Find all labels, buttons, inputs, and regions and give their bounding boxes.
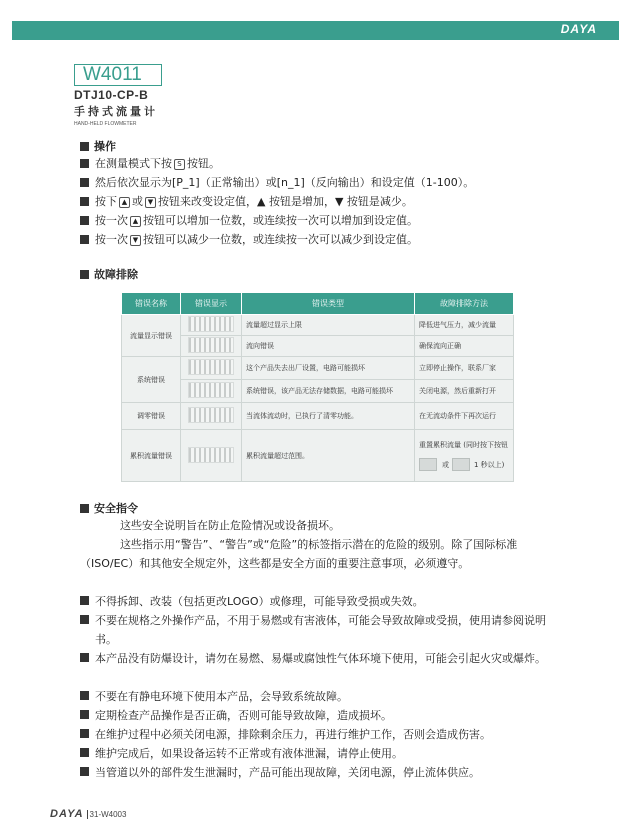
error-fix: 降低进气压力，减少流量 — [415, 315, 514, 336]
bullet-square-icon — [80, 748, 89, 757]
set-key-icon: S — [174, 159, 185, 170]
error-fix: 关闭电源，然后重新打开 — [415, 380, 514, 403]
safety-item-text: 不要在规格之外操作产品，不用于易燃或有害液体，可能会导致故障或受损，使用请参阅说明书。 — [95, 614, 546, 646]
bullet-square-icon — [80, 178, 89, 187]
error-display — [181, 336, 242, 357]
error-display — [181, 315, 242, 336]
safety-heading — [80, 500, 138, 516]
error-type: 累积流量超过范围。 — [242, 430, 415, 482]
item-text: 按下 — [95, 195, 117, 208]
safety-intro-2: 这些指示用“警告”、“警告”或“危险”的标签指示潜在的危险的级别。除了国际标准（ISO/EC）和其他安全规定外，这些都是安全方面的重要注意事项，必须遵守。 — [80, 538, 518, 570]
item-text: 按一次 — [95, 233, 128, 246]
error-type: 系统错误，该产品无法存储数据，电路可能损坏 — [242, 380, 415, 403]
key-button-icon — [452, 458, 470, 471]
column-header: 故障排除方法 — [415, 293, 514, 315]
error-name: 调零错误 — [122, 403, 181, 430]
safety-item — [80, 763, 564, 782]
item-text: 在测量模式下按 — [95, 157, 172, 170]
product-name-en: HAND-HELD FLOWMETER — [74, 121, 137, 127]
table-row — [122, 315, 514, 336]
footer-brand: DAYA — [50, 808, 84, 820]
operation-item — [80, 212, 418, 230]
section-square-icon — [80, 504, 89, 513]
item-text: 按钮。 — [187, 157, 220, 170]
safety-item — [80, 592, 564, 611]
troubleshooting-title: 故障排除 — [94, 268, 138, 281]
item-text: 按钮可以增加一位数，或连续按一次可以增加到设定值。 — [143, 214, 418, 227]
down-key-icon: ▼ — [130, 235, 141, 246]
error-display — [181, 403, 242, 430]
error-type: 流量超过显示上限 — [242, 315, 415, 336]
safety-item — [80, 744, 564, 763]
error-table — [121, 292, 514, 482]
bullet-square-icon — [80, 197, 89, 206]
table-row — [122, 336, 514, 357]
table-row — [122, 430, 514, 482]
lcd-display-icon — [188, 447, 234, 463]
item-text: 按钮来改变设定值，▲ 按钮是增加，▼ 按钮是减少。 — [158, 195, 413, 208]
bullet-square-icon — [80, 767, 89, 776]
safety-item — [80, 649, 564, 668]
operation-item — [80, 231, 418, 249]
lcd-display-icon — [188, 407, 234, 423]
operation-item — [80, 193, 413, 211]
item-text: 按一次 — [95, 214, 128, 227]
item-text: 或 — [132, 195, 143, 208]
bullet-square-icon — [80, 596, 89, 605]
lcd-display-icon — [188, 382, 234, 398]
safety-item — [80, 706, 564, 725]
operation-item — [80, 155, 220, 173]
error-fix: 立即停止操作，联系厂家 — [415, 357, 514, 380]
down-key-icon: ▼ — [145, 197, 156, 208]
lcd-display-icon — [188, 316, 234, 332]
safety-item-text: 在维护过程中必须关闭电源，排除剩余压力，再进行维护工作，否则会造成伤害。 — [95, 728, 491, 741]
up-key-icon: ▲ — [130, 216, 141, 227]
bullet-square-icon — [80, 216, 89, 225]
bullet-square-icon — [80, 653, 89, 662]
footer-page-code: 31-W4003 — [87, 810, 127, 819]
product-name-cn: 手持式流量计 — [74, 105, 158, 118]
lcd-display-icon — [188, 359, 234, 375]
error-type: 流向错误 — [242, 336, 415, 357]
section-square-icon — [80, 270, 89, 279]
model-code: DTJ10-CP-B — [74, 88, 149, 102]
safety-item-text: 当管道以外的部件发生泄漏时，产品可能出现故障，关闭电源，停止流体供应。 — [95, 766, 480, 779]
item-text: 然后依次显示为[P_1]（正常输出）或[n_1]（反向输出）和设定值（1-100）。 — [95, 176, 475, 189]
safety-intro-1: 这些安全说明旨在防止危险情况或设备损坏。 — [120, 519, 340, 532]
error-type: 当流体流动时，已执行了清零功能。 — [242, 403, 415, 430]
safety-title: 安全指令 — [94, 502, 138, 515]
error-name: 系统错误 — [122, 357, 181, 403]
operation-title: 操作 — [94, 140, 116, 153]
item-text: 按钮可以减少一位数，或连续按一次可以减少到设定值。 — [143, 233, 418, 246]
reset-duration: 1 秒以上) — [474, 460, 505, 469]
table-row — [122, 380, 514, 403]
safety-item-text: 本产品没有防爆设计，请勿在易燃、易爆或腐蚀性气体环境下使用，可能会引起火灾或爆炸。 — [95, 652, 546, 665]
error-fix — [415, 430, 514, 482]
brand-logo: DAYA — [560, 22, 597, 36]
column-header: 错误类型 — [242, 293, 415, 315]
error-fix: 在无流动条件下再次运行 — [415, 403, 514, 430]
reset-or: 或 — [442, 460, 449, 469]
safety-item — [80, 611, 564, 649]
error-fix: 确保流向正确 — [415, 336, 514, 357]
bullet-square-icon — [80, 729, 89, 738]
key-button-icon — [419, 458, 437, 471]
bullet-square-icon — [80, 159, 89, 168]
safety-item — [80, 725, 564, 744]
safety-item-text: 不要在有静电环境下使用本产品，会导致系统故障。 — [95, 690, 348, 703]
model-number: W4011 — [74, 64, 162, 86]
error-name: 累积流量错误 — [122, 430, 181, 482]
bullet-square-icon — [80, 691, 89, 700]
error-display — [181, 357, 242, 380]
safety-item — [80, 687, 564, 706]
error-name: 流量显示错误 — [122, 315, 181, 357]
column-header: 错误显示 — [181, 293, 242, 315]
operation-heading — [80, 138, 116, 154]
table-header-row — [122, 293, 514, 315]
error-display — [181, 380, 242, 403]
footer — [50, 808, 126, 820]
table-row — [122, 403, 514, 430]
reset-instruction: 重置累积流量 (同时按下按钮 — [419, 441, 508, 449]
error-type: 这个产品失去出厂设置，电路可能损坏 — [242, 357, 415, 380]
operation-item — [80, 174, 474, 192]
column-header: 错误名称 — [122, 293, 181, 315]
bullet-square-icon — [80, 615, 89, 624]
header-bar — [12, 21, 619, 40]
table-row — [122, 357, 514, 380]
error-display — [181, 430, 242, 482]
bullet-square-icon — [80, 710, 89, 719]
reset-key-combo — [419, 458, 509, 471]
safety-item-text: 定期检查产品操作是否正确，否则可能导致故障，造成损坏。 — [95, 709, 392, 722]
safety-item-text: 不得拆卸、改装（包括更改LOGO）或修理，可能导致受损或失效。 — [95, 595, 424, 608]
lcd-display-icon — [188, 337, 234, 353]
bullet-square-icon — [80, 235, 89, 244]
troubleshooting-heading — [80, 266, 138, 282]
section-square-icon — [80, 142, 89, 151]
safety-item-text: 维护完成后，如果设备运转不正常或有液体泄漏，请停止使用。 — [95, 747, 403, 760]
up-key-icon: ▲ — [119, 197, 130, 208]
